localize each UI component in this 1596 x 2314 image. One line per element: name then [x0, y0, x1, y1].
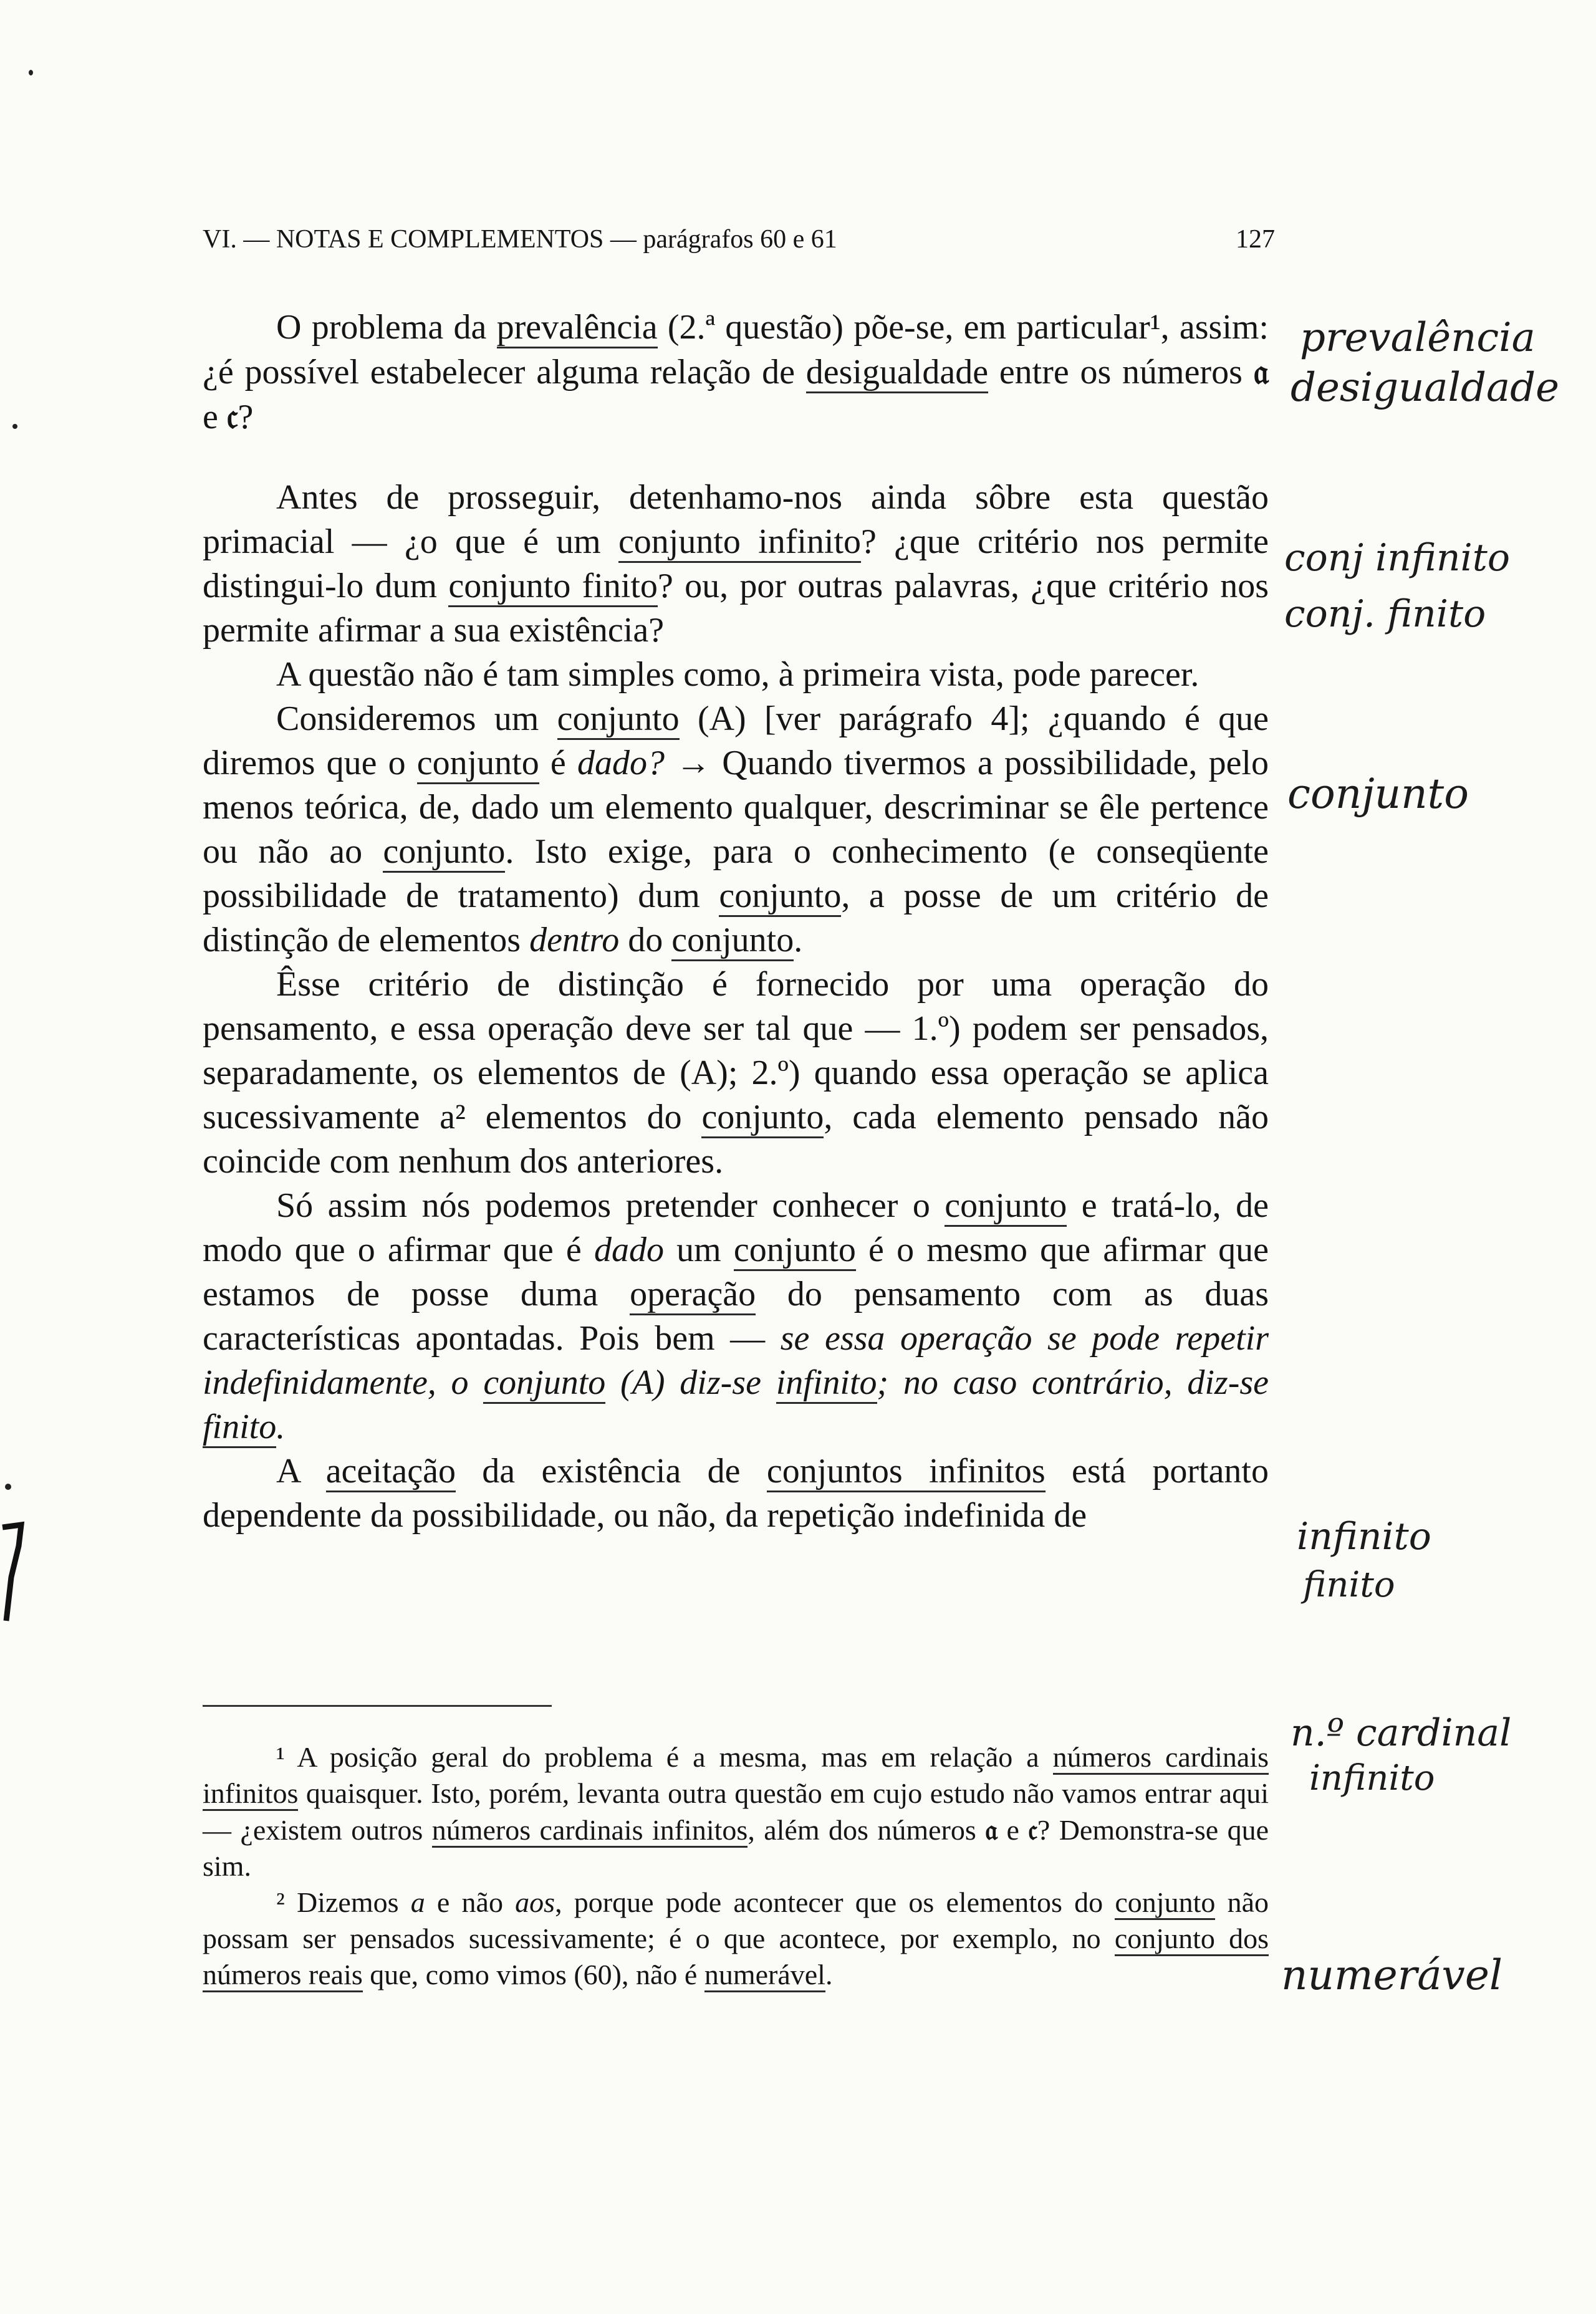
text-run: da existência de	[455, 1452, 767, 1491]
margin-note-infinito: infinito	[1297, 1515, 1431, 1558]
text-run: O problema da	[276, 308, 497, 347]
paragraph-6	[203, 1184, 1269, 1449]
paragraph-2	[203, 476, 1269, 653]
text-run: um	[663, 1231, 734, 1269]
underlined-term: conjunto	[483, 1363, 605, 1404]
text-run: do	[619, 921, 672, 959]
underlined-term: conjunto	[383, 832, 505, 873]
underlined-term: conjuntos infinitos	[767, 1452, 1046, 1492]
symbol-a: 𝔞	[985, 1813, 998, 1846]
footnote-1	[203, 1739, 1269, 1884]
underlined-term: aceitação	[326, 1452, 456, 1492]
italic-definition: (A) diz-se	[605, 1363, 776, 1402]
header-title: VI. — NOTAS E COMPLEMENTOS — parágrafos 60 e 61	[203, 225, 837, 254]
text-run: ² Dizemos	[276, 1886, 411, 1918]
text-run: (2.ª questão) põe-se, em particular¹, assim: ¿é possível estabelecer alguma relação de	[203, 308, 1269, 391]
italic-term: dentro	[529, 921, 620, 959]
underlined-term: conjunto dos números reais	[203, 1923, 1269, 1992]
margin-note-desigualdade: desigualdade	[1291, 365, 1559, 411]
text-run: e tratá-lo, de modo que o afirmar que é	[203, 1186, 1269, 1269]
underlined-term: números cardinais infinitos	[203, 1741, 1269, 1811]
footnote-divider	[203, 1705, 552, 1707]
paragraph-5	[203, 963, 1269, 1184]
text-run: quaisquer. Isto, porém, levanta outra questão em cujo estudo não vamos entrar aqui — ¿existem outros	[203, 1777, 1269, 1846]
margin-note-conjunto-infinito: conj infinito	[1284, 536, 1510, 580]
text-run: do pensamento com as duas características apontadas. Pois bem —	[203, 1275, 1269, 1358]
margin-note-cardinal: n.º cardinal	[1291, 1711, 1512, 1755]
scan-speck	[5, 1484, 11, 1490]
text-run: . Isto exige, para o conhecimento (e conseqüente possibilidade de tratamento) dum	[203, 832, 1269, 915]
footnote-2	[203, 1884, 1269, 1993]
text-run: ? Demonstra-se que sim.	[203, 1814, 1269, 1882]
text-run: é o mesmo que afirmar que estamos de posse duma	[203, 1231, 1269, 1313]
text-run: está portanto dependente da possibilidade, ou não, da repetição indefinida de	[203, 1452, 1269, 1535]
text-run: , além dos números	[748, 1814, 986, 1846]
margin-note-numeravel: numerável	[1281, 1951, 1503, 1999]
text-run: → Quando tivermos a possibilidade, pelo menos teórica, de, dado um elemento qualquer, descriminar se êle pertence ou não ao	[203, 744, 1269, 871]
text-run: que, como vimos (60), não é	[362, 1959, 704, 1990]
text-run: .	[794, 921, 803, 959]
italic-term: a	[410, 1886, 425, 1918]
underlined-term: conjunto infinito	[618, 522, 861, 563]
text-run: e não	[425, 1886, 516, 1918]
text-run: ? ou, por outras palavras, ¿que critério nos permite afirmar a sua existência?	[203, 567, 1269, 650]
text-run: entre os números	[988, 353, 1254, 391]
paragraph-7	[203, 1449, 1269, 1538]
margin-note-prevalencia: prevalência	[1300, 315, 1536, 361]
underlined-term: prevalência	[497, 308, 658, 348]
paragraph-4	[203, 697, 1269, 963]
underlined-term: finito	[203, 1408, 276, 1448]
italic-term: aos	[515, 1886, 555, 1918]
scan-speck	[29, 70, 33, 75]
text-run: não possam ser pensados sucessivamente; é o que acontece, por exemplo, no	[203, 1886, 1269, 1954]
text-run: é	[539, 744, 577, 782]
italic-term: dado?	[577, 744, 665, 782]
edge-mark	[0, 1521, 25, 1627]
text-run: Êsse critério de distinção é fornecido por uma operação do pensamento, e essa operação deve ser tal que — 1.º) podem ser pensados, separadamente, os elementos de (A); 2.º) quando essa operação se aplica sucessivamente a² elementos do	[203, 965, 1269, 1136]
italic-definition: ; no caso contrário, diz-se	[877, 1363, 1269, 1402]
text-run: , a posse de um critério de distinção de elementos	[203, 876, 1269, 959]
text-run: e	[998, 1814, 1029, 1846]
italic-definition: se essa operação se pode repetir indefinidamente, o	[203, 1319, 1269, 1402]
text-run: e	[203, 398, 227, 436]
italic-definition: .	[276, 1408, 286, 1446]
underlined-term: conjunto	[1115, 1886, 1215, 1920]
underlined-term: numerável	[704, 1959, 825, 1992]
underlined-term: conjunto	[557, 699, 680, 740]
scan-speck	[12, 424, 17, 429]
text-run: , porque pode acontecer que os elementos do	[555, 1886, 1115, 1918]
symbol-c: 𝔠	[1028, 1813, 1037, 1846]
paragraph-3: A questão não é tam simples como, à primeira vista, pode parecer.	[276, 655, 1199, 694]
margin-note-infinito-2: infinito	[1309, 1758, 1435, 1798]
paragraph-1	[203, 305, 1269, 439]
text-run: A	[276, 1452, 326, 1491]
underlined-term: conjunto	[719, 876, 841, 917]
text-run: ¹ A posição geral do problema é a mesma, mas em relação a	[276, 1741, 1053, 1773]
underlined-term: conjunto	[671, 921, 794, 961]
underlined-term: infinito	[776, 1363, 877, 1404]
text-run: ?	[238, 398, 254, 436]
text-run: Consideremos um	[276, 699, 557, 738]
text-run: Antes de prosseguir, detenhamo-nos ainda sôbre esta questão primacial — ¿o que é um	[203, 478, 1269, 561]
underlined-term: conjunto	[734, 1231, 856, 1271]
margin-note-finito: finito	[1303, 1565, 1395, 1605]
body-text	[203, 305, 1269, 1538]
footnotes	[203, 1739, 1269, 1993]
page-number: 127	[1236, 225, 1275, 254]
underlined-term: desigualdade	[806, 353, 988, 393]
italic-term: dado	[594, 1231, 664, 1269]
symbol-c: 𝔠	[226, 396, 238, 437]
underlined-term: conjunto	[417, 744, 539, 784]
underlined-term: conjunto finito	[448, 567, 658, 607]
running-header	[203, 224, 1275, 254]
text-run: , cada elemento pensado não coincide com nenhum dos anteriores.	[203, 1098, 1269, 1181]
underlined-term: operação	[630, 1275, 756, 1315]
symbol-a: 𝔞	[1253, 351, 1269, 392]
text-run: ? ¿que critério nos permite distingui-lo dum	[203, 522, 1269, 605]
underlined-term: números cardinais infinitos	[432, 1814, 748, 1848]
margin-note-conjunto-finito: conj. finito	[1284, 592, 1486, 636]
underlined-term: conjunto	[701, 1098, 824, 1138]
text-run: Só assim nós podemos pretender conhecer o	[276, 1186, 945, 1225]
text-run: .	[825, 1959, 833, 1990]
underlined-term: conjunto	[945, 1186, 1067, 1227]
text-run: (A) [ver parágrafo 4]; ¿quando é que diremos que o	[203, 699, 1269, 782]
margin-note-conjunto: conjunto	[1287, 770, 1469, 818]
